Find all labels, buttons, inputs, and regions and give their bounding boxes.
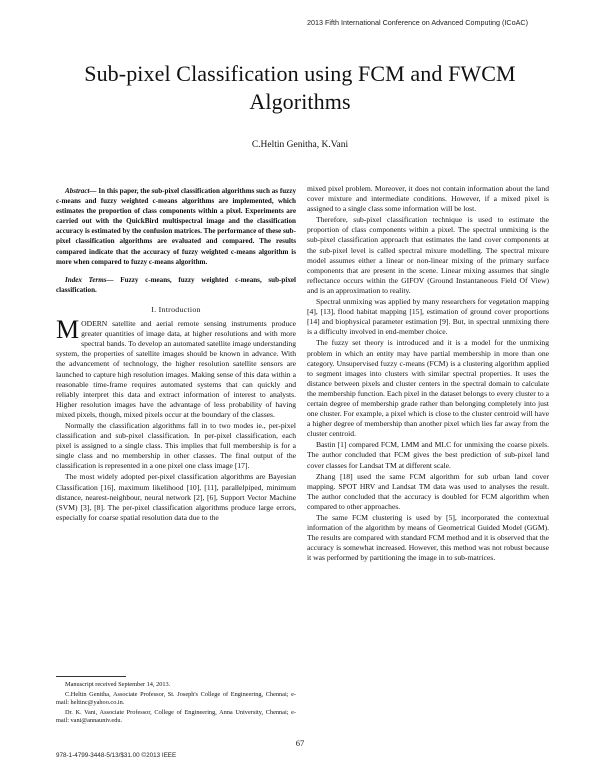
abstract	[56, 186, 296, 267]
section-heading-introduction: I. Introduction	[151, 304, 201, 314]
paper-title	[40, 60, 560, 116]
right-paragraph-6: Zhang [18] used the same FCM algorithm for sub urban land cover mapping. SPOT HRV and Landsat TM data was used to analyses the result. The author concluded that the accuracy is doubled for FCM algorithm when compared to other approaches.	[307, 471, 549, 511]
title-line-1: Sub-pixel Classification using FCM and FWCM	[84, 61, 516, 86]
intro-paragraph-2: Normally the classification algorithms fall in to two modes ie., per-pixel classification and sub-pixel classification. In per-pixel classification, each pixel is assigned to a single class. This implies that full membership is for a single class and no membership in other classes. The final output of the classification is represented in a one pixel one class image [17].	[56, 420, 296, 471]
index-terms	[56, 275, 296, 295]
author-list: C.Heltin Genitha, K.Vani	[251, 140, 349, 150]
isbn-line: 978-1-4799-3448-5/13/$31.00 ©2013 IEEE	[56, 752, 177, 759]
page-number: 67	[295, 738, 305, 748]
right-paragraph-2: Therefore, sub-pixel classification technique is used to estimate the proportion of class components within a pixel. The spectral unmixing is the sub-pixel classification approach that estimates the land cover components at the sub-pixel level is called spectral mixure modelling. The spectral mixure model assumes either a linear or non-linear mixing of the primary surface components that are present in the scene. Linear mixing assumes that single reflectance occurs within the GIFOV (Ground Instantaneous Field Of View) and is an approximation to reality.	[307, 215, 549, 295]
drop-cap: M	[56, 315, 80, 345]
footnote-author-2: Dr. K. Vani, Associate Professor, College of Engineering, Anna University, Chennai; e-mail: vani@annauniv.edu.	[56, 708, 296, 725]
footnote-author-1: C.Heltin Genitha, Associate Professor, St. Joseph's College of Engineering, Chennai; e-mail: heltinc@yahoo.co.in.	[56, 690, 296, 707]
intro-paragraph-1-text: ODERN satellite and aerial remote sensing instruments produce greater quantities of image data, at higher resolutions and with more spectral bands. To develop an automated satellite image understanding system, the properties of satellite images should be known in advance. With the advancement of technology, the higher resolution satellite sensors are launched to capture high resolution images. Making sense of this data within a reasonable time-frame requires automated systems that can quickly and reliably interpret this data and extract information of interest to analysts. Higher resolution images have the advantage of less probability of having mixed pixels, though, mixed pixels occur at the boundary of the classes.	[56, 319, 296, 419]
right-paragraph-1: mixed pixel problem. Moreover, it does not contain information about the land cover mixture and intermediate conditions. However, if a mixed pixel is assigned to a single class some information will be lost.	[307, 184, 549, 214]
right-paragraph-4: The fuzzy set theory is introduced and it is a model for the unmixing problem in which an entity may have partial membership in more than one category. Unsupervised fuzzy c-means (FCM) is a clustering algorithm applied to segment images into clusters with similar spectral properties. It uses the distance between pixels and cluster centers in the spectral domain to calculate the membership function. Each pixel in the dataset belongs to every cluster to a certain degree of membership grade rather than belonging completely into just one cluster. For example, a pixel which is close to the cluster centroid will have a higher degree of membership than another pixel which lies far away from the cluster centroid.	[307, 338, 549, 439]
right-paragraph-3: Spectral unmixing was applied by many researchers for vegetation mapping [4], [13], flood habitat mapping [15], estimation of ground cover proportions [14] and biophysical parameter estimation [9]. But, in spectral unmixing there is a difficulty involved in end-member choice.	[307, 297, 549, 337]
right-paragraph-7: The same FCM clustering is used by [5], incorporated the contextual information of the algorithm by means of Geometrical Guided Model (GGM). The results are compared with standard FCM method and it is observed that the accuracy is somewhat increased. However, this method was not robust because it was performed by partitioning the image in to sub-matrices.	[307, 513, 549, 563]
index-terms-label: Index Terms—	[65, 275, 114, 284]
abstract-text: In this paper, the sub-pixel classification algorithms such as fuzzy c-means and fuzzy weighted c-means algorithms are implemented, which estimates the proportion of class components within a pixel. Experiments are carried out with the QuickBird multispectral image and the classification accuracy is estimated by the confusion matrices. The performance of these sub-pixel classification algorithms are evaluated and compared. The results compared indicate that the accuracy of fuzzy weighted c-means algorithm is more when compared to fuzzy c-means algorithm.	[56, 187, 296, 266]
abstract-label: Abstract—	[65, 187, 97, 195]
intro-paragraph-3: The most widely adopted per-pixel classification algorithms are Bayesian Classification [16], maximum likelihood [10], [11], parallelpiped, minimum distance, nearest-neighbour, neural network [2], [6], Support Vector Machine (SVM) [3], [8]. The per-pixel classification algorithms produce large errors, especially for coarse spatial resolution data due to the	[56, 472, 296, 522]
index-terms-text: Fuzzy c-means, fuzzy weighted c-means, sub-pixel classification.	[56, 275, 297, 294]
intro-paragraph-1	[56, 315, 296, 420]
footnotes	[56, 676, 296, 727]
left-column	[56, 186, 296, 524]
footnote-rule	[56, 676, 126, 677]
title-line-2: Algorithms	[249, 89, 351, 114]
right-paragraph-5: Bastin [1] compared FCM, LMM and MLC for unmixing the coarse pixels. The author concluded that FCM gives the best prediction of sub-pixel land cover classes for Landsat TM at different scale.	[307, 440, 549, 470]
right-column	[307, 184, 549, 564]
footnote-received: Manuscript received September 14, 2013.	[65, 681, 171, 688]
conference-header: 2013 Fifth International Conference on Advanced Computing (ICoAC)	[307, 18, 528, 27]
